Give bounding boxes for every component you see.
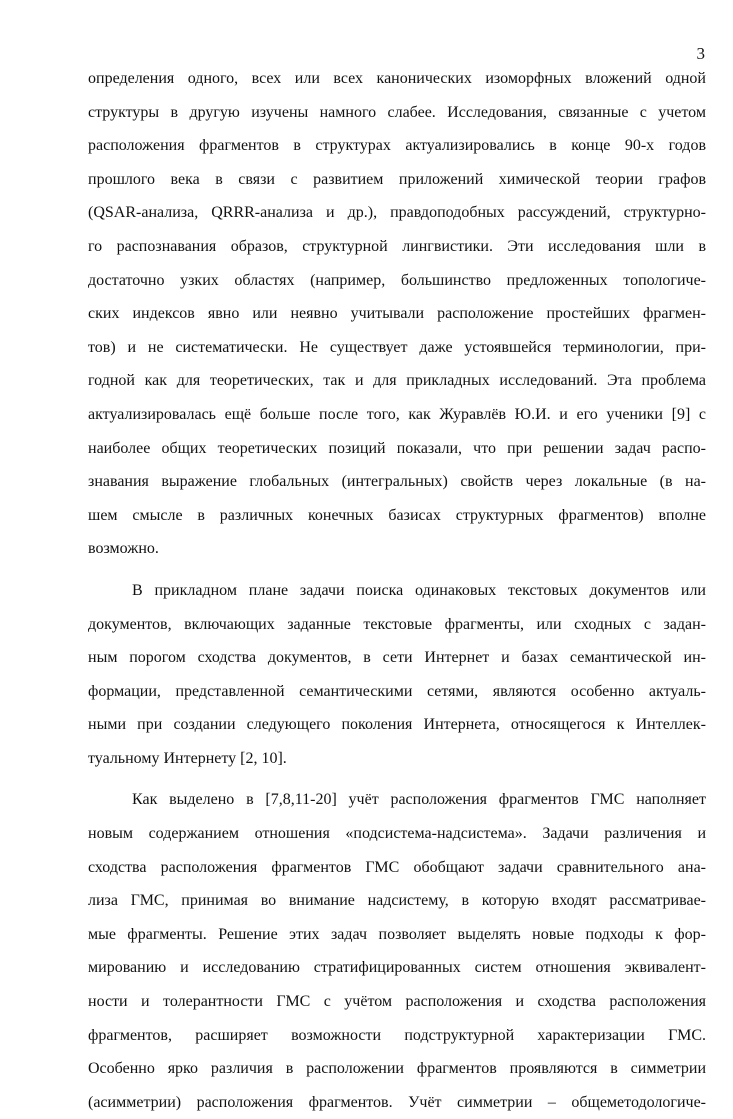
text-line: фрагментов, расширяет возможности подструктурной характеризации ГМС. — [88, 1026, 706, 1044]
text-line: сходства расположения фрагментов ГМС обобщают задачи сравнительного ана- — [88, 858, 706, 876]
text-line: мые фрагменты. Решение этих задач позволяет выделять новые подходы к фор- — [88, 925, 706, 943]
text-line: определения одного, всех или всех канонических изоморфных вложений одной — [88, 70, 706, 87]
text-line: мированию и исследованию стратифицированных систем отношения эквивалент- — [88, 959, 706, 977]
text-line: формации, представленной семантическими сетями, являются особенно актуаль- — [88, 682, 706, 700]
text-line: прошлого века в связи с развитием приложений химической теории графов — [88, 170, 706, 188]
text-line: ских индексов явно или неявно учитывали расположение простейших фрагмен- — [88, 305, 706, 323]
text-line: Особенно ярко различия в расположении фрагментов проявляются в симметрии — [88, 1060, 706, 1078]
text-line: лиза ГМС, принимая во внимание надсистему, в которую входят рассматривае- — [88, 892, 706, 910]
text-line: знавания выражение глобальных (интегральных) свойств через локальные (в на- — [88, 473, 706, 491]
text-line: (QSAR-анализа, QRRR-анализа и др.), правдоподобных рассуждений, структурно- — [88, 204, 706, 222]
text-line: (асимметрии) расположения фрагментов. Учёт симметрии – общеметодологиче- — [88, 1093, 706, 1111]
text-line: ными при создании следующего поколения Интернета, относящегося к Интеллек- — [88, 716, 706, 734]
text-line: наиболее общих теоретических позиций показали, что при решении задач распо- — [88, 439, 706, 457]
text-line: структуры в другую изучены намного слабее. Исследования, связанные с учетом — [88, 103, 706, 121]
paragraph-3 — [88, 783, 706, 1119]
text-line: документов, включающих заданные текстовые фрагменты, или сходных с задан- — [88, 615, 706, 633]
text-line: туальному Интернету [2, 10]. — [88, 749, 287, 767]
text-line: В прикладном плане задачи поиска одинаковых текстовых документов или — [132, 581, 706, 599]
text-line: расположения фрагментов в структурах актуализировались в конце 90-х годов — [88, 137, 706, 155]
text-line: ности и толерантности ГМС с учётом расположения и сходства расположения — [88, 993, 706, 1011]
paragraph-1 — [88, 62, 706, 566]
text-line: новым содержанием отношения «подсистема-надсистема». Задачи различения и — [88, 825, 706, 843]
text-line: возможно. — [88, 540, 159, 558]
text-line: актуализировалась ещё больше после того, как Журавлёв Ю.И. и его ученики [9] с — [88, 405, 706, 423]
text-line: Как выделено в [7,8,11-20] учёт расположения фрагментов ГМС наполняет — [132, 791, 706, 809]
page-number: 3 — [696, 44, 705, 63]
paragraph-2 — [88, 574, 706, 776]
text-line: шем смысле в различных конечных базисах структурных фрагментов) вполне — [88, 506, 706, 524]
text-line: годной как для теоретических, так и для прикладных исследований. Эта проблема — [88, 372, 706, 390]
text-line: ным порогом сходства документов, в сети Интернет и базах семантической ин- — [88, 649, 706, 667]
text-line: го распознавания образов, структурной лингвистики. Эти исследования шли в — [88, 237, 706, 255]
body-text — [88, 62, 706, 1119]
text-line: тов) и не систематически. Не существует даже устоявшейся терминологии, при- — [88, 338, 706, 356]
text-line: достаточно узких областях (например, большинство предложенных топологиче- — [88, 271, 706, 289]
